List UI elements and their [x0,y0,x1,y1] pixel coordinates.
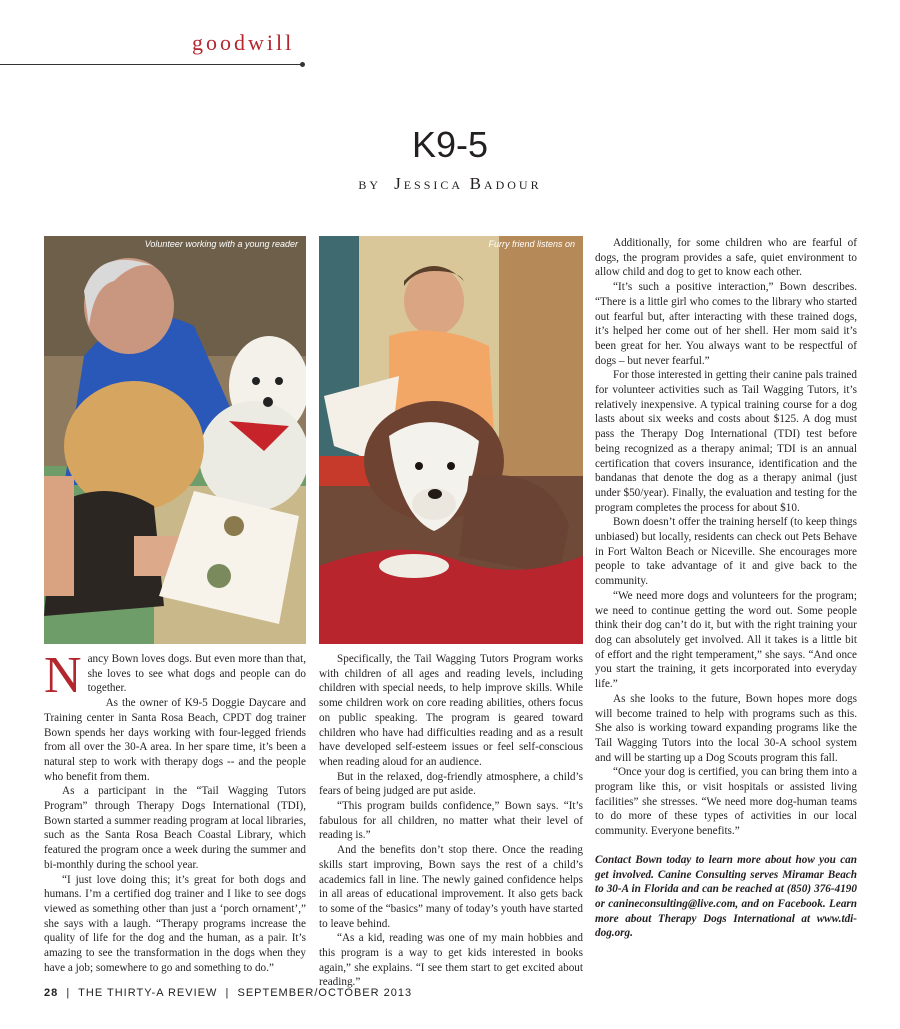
photo-furry-friend [319,236,583,644]
issue-date: SEPTEMBER/OCTOBER 2013 [237,987,413,999]
footer-divider: | [221,987,234,999]
paragraph-text: ancy Bown loves dogs. But even more than that, she loves to see what dogs and people can do together. [87,653,306,695]
article-column-2 [319,652,583,990]
article-title: K9-5 [411,124,489,165]
article-column-1 [44,647,306,975]
paragraph: “I just love doing this; it’s great for both dogs and humans. I’m a certified dog trainer and I like to see dogs viewed as something other than just a ‘porch ornament’,” she says with a laugh. “Therapy programs increase the quality of life for the dog and the human, as a pair. It’s amazing to see the transformation in the dogs when they have a job; somewhere to go and something to do.” [44,873,306,974]
paragraph [44,647,306,704]
paragraph: “It’s such a positive interaction,” Bown describes. “There is a little girl who comes to the library who started out fearful but, after interacting with these trained dogs, it’s helped her come out of her shell. Her mom said it’s been great for her. You always want to be respectful of dogs – but never fearful.” [595,281,857,367]
photo-caption: Furry friend listens on [488,239,575,249]
byline [0,174,900,194]
paragraph: “As a kid, reading was one of my main hobbies and this program is a way to get kids interested in books again,” she explains. “I see them start to get excited about reading.” [319,932,583,989]
section-rule [0,64,302,65]
paragraph: “We need more dogs and volunteers for the program; we need to continue getting the word out. Some people think their dog can’t do it, but with the right training your dog can absolutely get involved. All it takes is a little bit of effort and the right temperament,” she says. “And once you start the training, it gets incorporated into everyday life.” [595,589,857,691]
page-number: 28 [44,987,59,999]
contact-info: Contact Bown today to learn more about how you can get involved. Canine Consulting serves Miramar Beach to 30-A in Florida and can be reached at (850) 376-4190 or canineconsulting@live.com, and on Facebook. Learn more about Therapy Dogs International at www.tdi-dog.org. [595,853,857,940]
photo-caption: Volunteer working with a young reader [144,239,298,249]
paragraph: Bown doesn’t offer the training herself (to keep things unbiased) but locally, residents can check out Pets Behave in Fort Walton Beach or Niceville. She encourages more people to take advantage of it and give back to the community. [595,516,857,588]
drop-cap: N [44,647,82,704]
paragraph: And the benefits don’t stop there. Once the reading skills start improving, Bown says the rest of a child’s academics fall in line. The newly gained confidence helps in all areas of educational improvement. It also gets back to some of the “basics” many of today’s youth have started to leave behind. [319,844,583,930]
section-label: goodwill [192,30,295,55]
byline-first-name: Jessica [394,174,464,193]
paragraph: For those interested in getting their canine pals trained for volunteer activities such as Tail Wagging Tutors, it’s relatively inexpensive. A typical training course for a dog lasts about six weeks and costs about $125. A dog must pass the Therapy Dog International (TDI) test before being recognized as a therapy animal; TDI is an annual certification that covers insurance, identification and the bandanas that denote the dog as a therapy animal (just under $50/year). Finally, the evaluation and testing for the program completes the process for about $10. [595,369,857,514]
paragraph: As the owner of K9-5 Doggie Daycare and Training center in Santa Rosa Beach, CPDT dog trainer Bown spends her days working with four-legged friends from all over the 30-A area. In her spare time, it’s been a natural step to work with therapy dogs -- and the people who benefit from them. [44,697,306,783]
article-column-3 [595,236,857,941]
paragraph: Specifically, the Tail Wagging Tutors Program works with children of all ages and reading levels, including children with special needs, to help improve skills. While some children work on core reading abilities, others focus on public speaking. The program is geared toward children who have had difficulties reading and as a result have developed self-esteem issues or feel self-conscious when reading aloud for an audience. [319,653,583,768]
footer-divider: | [62,987,75,999]
paragraph: As she looks to the future, Bown hopes more dogs will become trained to help with programs such as this. She also is working toward expanding programs like the Tail Wagging Tutors into the local 30-A school system and will be starting up a Dog Scouts program this fall. [595,692,857,764]
paragraph: “Once your dog is certified, you can bring them into a program like this, or visit hospitals or assisted living facilities” she stresses. “We need more dog-human teams to do more of these types of activities in our local community. Everyone benefits.” [595,766,857,838]
page-footer [44,987,412,999]
photo-volunteer-reader [44,236,306,644]
publication-name: THE THIRTY-A REVIEW [78,987,218,999]
paragraph: But in the relaxed, dog-friendly atmosphere, a child’s fears of being judged are put aside. [319,770,583,798]
paragraph: As a participant in the “Tail Wagging Tutors Program” through Therapy Dogs International (TDI), Bown started a summer reading program at local libraries, such as the Santa Rosa Beach Coastal Library, which featured the program once a week during the summer and bi-monthly during the school year. [44,785,306,871]
byline-last-name: Badour [469,174,542,193]
paragraph: Additionally, for some children who are fearful of dogs, the program provides a safe, quiet environment to allow child and dog to get to know each other. [595,237,857,279]
byline-by: BY [358,178,382,192]
section-rule-dot [300,62,305,67]
paragraph: “This program builds confidence,” Bown says. “It’s fabulous for all children, no matter what their level of reading is.” [319,800,583,842]
